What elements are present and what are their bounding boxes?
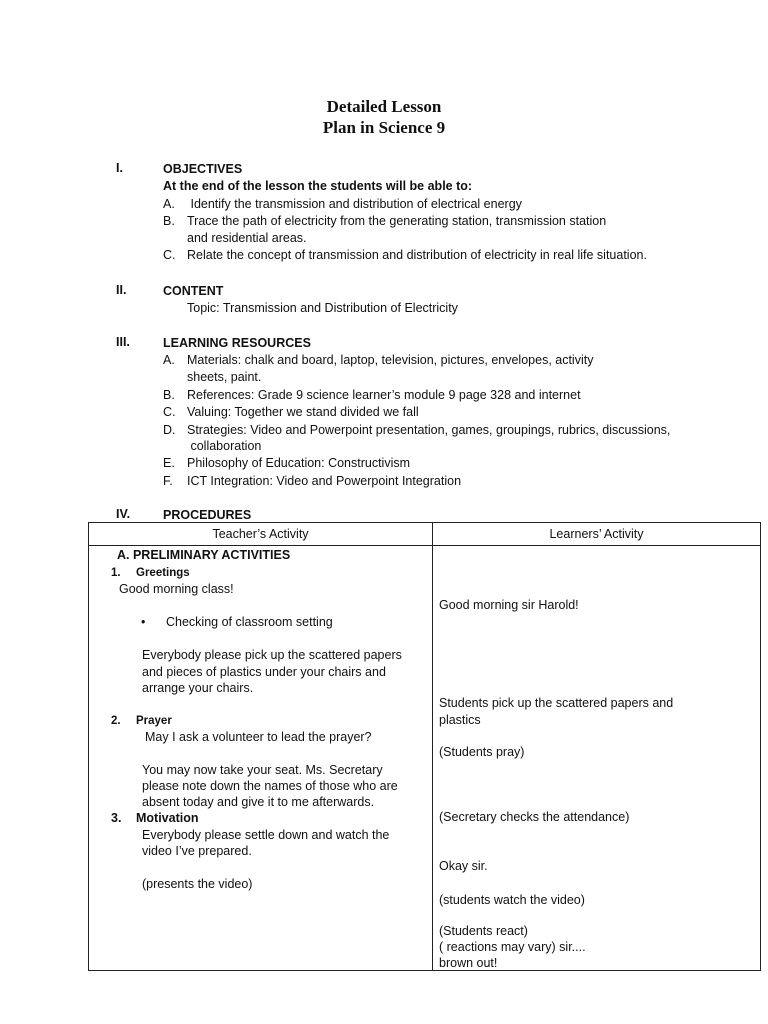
content-topic: Topic: Transmission and Distribution of Electricity [187,301,458,315]
learner-line: (students watch the video) [439,893,585,907]
item-text: Relate the concept of transmission and distribution of electricity in real life situation. [187,248,647,262]
section-number: III. [116,335,130,349]
resource-item [163,387,581,403]
item-text: collaboration [187,439,262,453]
teacher-line: absent today and give it to me afterwards. [142,795,375,809]
learner-line: ( reactions may vary) sir.... [439,940,586,954]
learner-line: (Students react) [439,924,528,938]
objectives-intro: At the end of the lesson the students will be able to: [163,179,473,193]
objective-item [163,247,647,263]
teacher-line: and pieces of plastics under your chairs and [142,665,386,679]
learner-activity-cell [433,546,761,971]
item-letter: A. [163,353,175,367]
section-heading: CONTENT [163,284,224,298]
learner-line: Students pick up the scattered papers and [439,696,674,710]
section-number: II. [116,283,127,297]
title-line-1: Detailed Lesson [326,97,442,116]
learner-line: (Students pray) [439,745,525,759]
teacher-line: Checking of classroom setting [166,615,333,629]
procedures-table [88,522,761,971]
resource-item [163,369,261,385]
teacher-line: video I’ve prepared. [142,844,252,858]
item-text: Strategies: Video and Powerpoint presentation, games, groupings, rubrics, discussions, [187,423,671,437]
resource-item [163,404,419,420]
column-header-learner: Learners’ Activity [433,523,761,546]
teacher-line: (presents the video) [142,877,253,891]
table-row [89,546,761,971]
resource-item [163,438,261,454]
item-text: Philosophy of Education: Constructivism [187,456,411,470]
teacher-line: please note down the names of those who are [142,779,398,793]
teacher-line: Everybody please pick up the scattered papers [142,648,402,662]
item-text: and residential areas. [187,231,307,245]
objective-item [163,213,606,229]
column-header-teacher: Teacher’s Activity [89,523,433,546]
section-heading: LEARNING RESOURCES [163,336,311,350]
preliminary-heading: A. PRELIMINARY ACTIVITIES [117,548,291,562]
item-letter: C. [163,405,176,419]
learner-line: brown out! [439,956,498,970]
section-heading: OBJECTIVES [163,162,243,176]
item-text: Trace the path of electricity from the generating station, transmission station [187,214,607,228]
item-text: sheets, paint. [187,370,262,384]
learner-line: plastics [439,713,481,727]
item-text: Valuing: Together we stand divided we fall [187,405,419,419]
learner-line: (Secretary checks the attendance) [439,810,630,824]
resource-item [163,422,670,438]
item-letter: A. [163,197,175,211]
step-number: 2. [111,715,121,727]
item-letter: C. [163,248,176,262]
step-heading: Prayer [136,715,172,727]
item-text: References: Grade 9 science learner’s module 9 page 328 and internet [187,388,581,402]
bullet-icon: • [141,615,146,629]
teacher-line: You may now take your seat. Ms. Secretary [142,763,383,777]
section-number: I. [116,161,123,175]
learner-line: Good morning sir Harold! [439,598,579,612]
step-heading: Greetings [136,567,190,579]
teacher-line: May I ask a volunteer to lead the prayer? [145,730,372,744]
resource-item [163,352,593,368]
teacher-activity-cell [89,546,433,971]
item-letter: B. [163,214,175,228]
objective-item [163,196,522,212]
teacher-line: arrange your chairs. [142,681,254,695]
step-number: 1. [111,567,121,579]
section-heading: PROCEDURES [163,508,252,522]
resource-item [163,455,410,471]
learner-line: Okay sir. [439,859,488,873]
document-title [0,96,768,138]
item-text: Identify the transmission and distribution of electrical energy [187,197,522,211]
teacher-line: Good morning class! [119,582,234,596]
section-number: IV. [116,507,131,521]
step-heading: Motivation [136,811,199,825]
step-number: 3. [111,811,122,825]
table-header-row [89,523,761,546]
item-letter: B. [163,388,175,402]
objective-item [163,230,307,246]
item-letter: F. [163,474,173,488]
item-text: Materials: chalk and board, laptop, television, pictures, envelopes, activity [187,353,594,367]
item-letter: D. [163,423,176,437]
teacher-line: Everybody please settle down and watch the [142,828,390,842]
resource-item [163,473,461,489]
title-line-2: Plan in Science 9 [322,118,446,137]
item-letter: E. [163,456,175,470]
item-text: ICT Integration: Video and Powerpoint Integration [187,474,462,488]
